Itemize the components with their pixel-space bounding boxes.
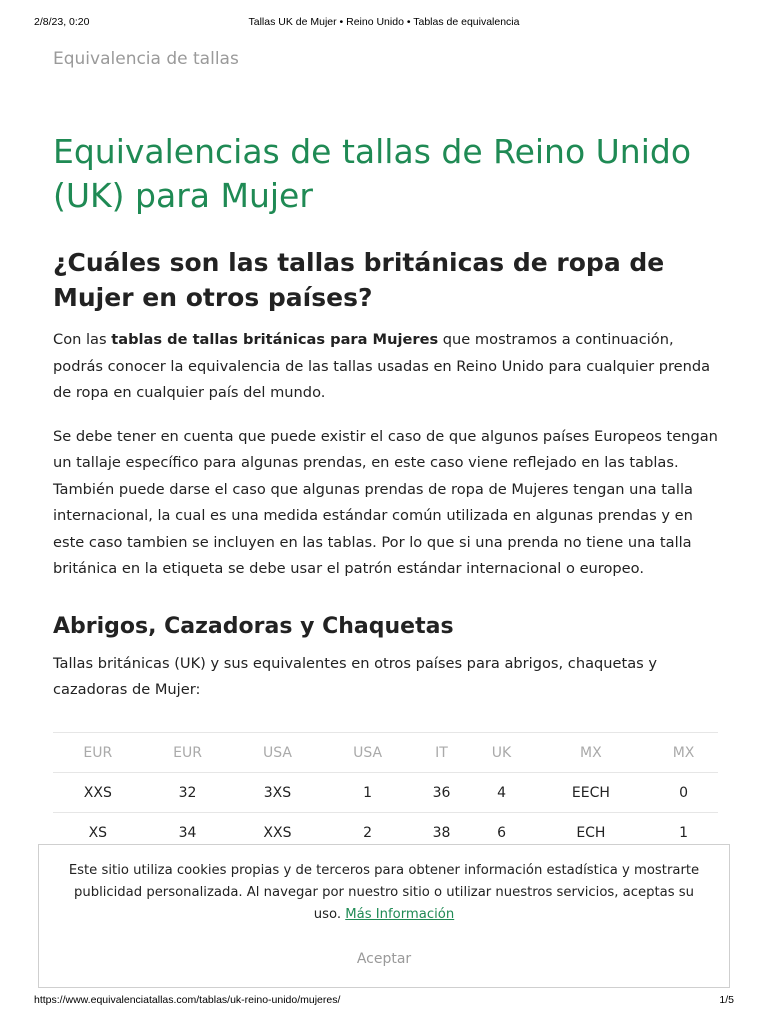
table-header-cell: IT: [413, 733, 471, 773]
table-header-cell: EUR: [53, 733, 143, 773]
table-header-cell: MX: [533, 733, 649, 773]
table-cell: EECH: [533, 773, 649, 813]
print-page-number: 1/5: [719, 994, 734, 1006]
notes-paragraph: Se debe tener en cuenta que puede existir el caso de que algunos países Europeos tengan un tallaje específico para algunas prendas, en este caso viene reflejado en las tablas. También puede darse el caso que algunas prendas de ropa de Mujeres tengan una talla internacional, la cual es una medida estándar común utilizada en algunas prendas y en este caso tambien se incluyen en las tablas. Por lo que si una prenda no tiene una talla británica en la etiqueta se debe usar el patrón estándar internacional o europeo.: [53, 427, 718, 577]
more-info-link[interactable]: Más Información: [345, 907, 455, 922]
intro-paragraph: [53, 327, 718, 407]
print-footer: [0, 994, 768, 1008]
table-cell: 36: [413, 773, 471, 813]
print-url: https://www.equivalenciatallas.com/tablas/uk-reino-unido/mujeres/: [34, 994, 341, 1006]
table-cell: 38: [413, 813, 471, 853]
section-intro: Tallas británicas (UK) y sus equivalentes en otros países para abrigos, chaquetas y cazadoras de Mujer:: [53, 654, 658, 698]
intro-text-start: Con las: [53, 331, 112, 348]
table-header-cell: MX: [649, 733, 718, 773]
table-row: [53, 773, 718, 813]
table-header-cell: USA: [323, 733, 413, 773]
table-cell: 6: [470, 813, 532, 853]
table-cell: 32: [143, 773, 233, 813]
cookie-banner: [38, 844, 730, 988]
table-header-row: [53, 733, 718, 773]
table-cell: XXS: [53, 773, 143, 813]
section-heading: Abrigos, Cazadoras y Chaquetas: [53, 613, 454, 639]
print-header: [0, 16, 768, 30]
page-title: Equivalencias de tallas de Reino Unido (UK) para Mujer: [53, 132, 692, 215]
table-header-cell: UK: [470, 733, 532, 773]
table-cell: 3XS: [232, 773, 322, 813]
table-cell: 2: [323, 813, 413, 853]
cookie-message: [39, 845, 729, 926]
article-question-heading: ¿Cuáles son las tallas británicas de ropa de Mujer en otros países?: [53, 248, 665, 312]
print-date: 2/8/23, 0:20: [34, 16, 90, 28]
article: [53, 130, 718, 704]
table-cell: 1: [649, 813, 718, 853]
table-cell: XXS: [232, 813, 322, 853]
table-cell: 1: [323, 773, 413, 813]
table-cell: XS: [53, 813, 143, 853]
size-table: [53, 732, 718, 853]
accept-cookies-button[interactable]: Aceptar: [356, 951, 412, 967]
intro-bold-text: tablas de tallas británicas para Mujeres: [111, 331, 439, 348]
table-cell: ECH: [533, 813, 649, 853]
table-header-cell: EUR: [143, 733, 233, 773]
table-header-cell: USA: [232, 733, 322, 773]
table-cell: 4: [470, 773, 532, 813]
cookie-text: Este sitio utiliza cookies propias y de terceros para obtener información estadística y mostrarte publicidad personalizada. Al navegar por nuestro sitio o utilizar nuestros servicios, aceptas su uso.: [68, 863, 700, 922]
table-cell: 34: [143, 813, 233, 853]
print-title: Tallas UK de Mujer • Reino Unido • Tablas de equivalencia: [248, 16, 520, 28]
site-brand-link[interactable]: Equivalencia de tallas: [53, 49, 239, 69]
intro-text-end: que mostramos a continuación, podrás conocer la equivalencia de las tallas usadas en Reino Unido para cualquier prenda de ropa en cualquier país del mundo.: [53, 331, 711, 401]
table-cell: 0: [649, 773, 718, 813]
